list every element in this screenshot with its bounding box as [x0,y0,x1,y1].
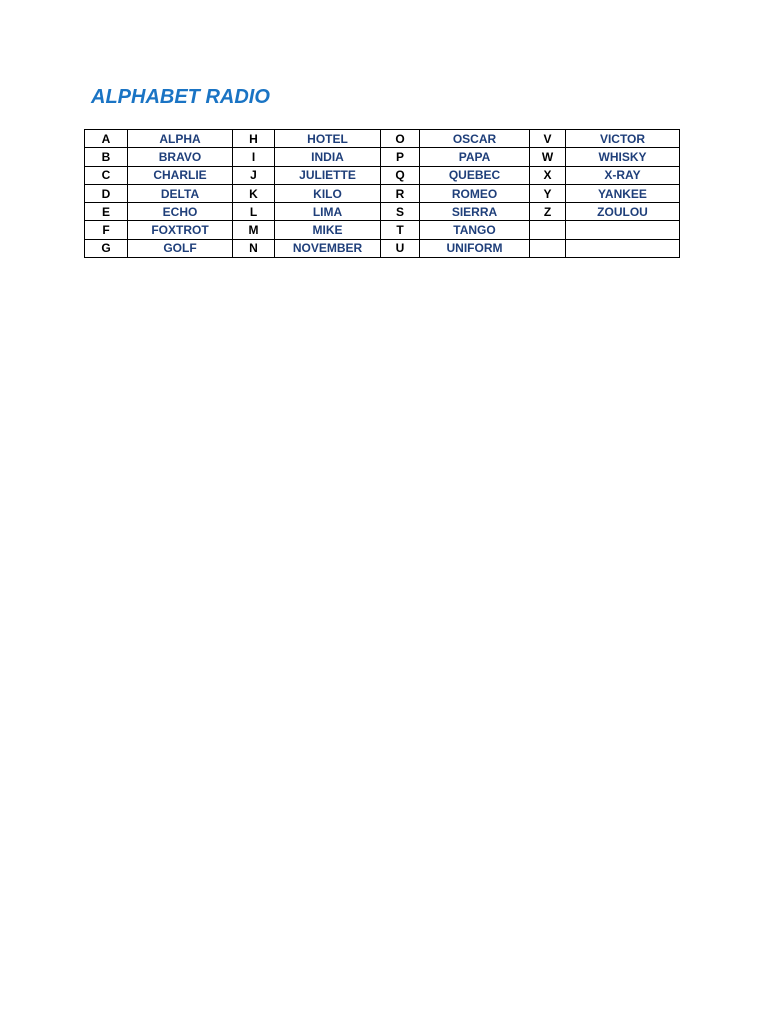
table-row [85,184,680,202]
letter-cell: M [233,221,275,239]
code-word-cell: WHISKY [566,148,680,166]
letter-cell: Z [530,203,566,221]
table-row [85,221,680,239]
code-word-cell: CHARLIE [128,166,233,184]
code-word-cell: MIKE [275,221,381,239]
code-word-cell: TANGO [420,221,530,239]
letter-cell: W [530,148,566,166]
letter-cell: F [85,221,128,239]
letter-cell: I [233,148,275,166]
letter-cell: B [85,148,128,166]
code-word-cell: ROMEO [420,184,530,202]
code-word-cell: ALPHA [128,130,233,148]
code-word-cell: GOLF [128,239,233,257]
code-word-cell: SIERRA [420,203,530,221]
code-word-cell: JULIETTE [275,166,381,184]
table-row [85,148,680,166]
letter-cell: O [381,130,420,148]
letter-cell: C [85,166,128,184]
letter-cell: V [530,130,566,148]
code-word-cell: DELTA [128,184,233,202]
letter-cell: S [381,203,420,221]
code-word-cell: FOXTROT [128,221,233,239]
code-word-cell: KILO [275,184,381,202]
table-row [85,166,680,184]
code-word-cell: PAPA [420,148,530,166]
letter-cell [530,221,566,239]
code-word-cell: INDIA [275,148,381,166]
letter-cell: D [85,184,128,202]
letter-cell: E [85,203,128,221]
code-word-cell: VICTOR [566,130,680,148]
letter-cell: P [381,148,420,166]
table-row [85,203,680,221]
code-word-cell: ZOULOU [566,203,680,221]
code-word-cell: YANKEE [566,184,680,202]
letter-cell: G [85,239,128,257]
table-row [85,239,680,257]
code-word-cell: NOVEMBER [275,239,381,257]
letter-cell: Y [530,184,566,202]
letter-cell: L [233,203,275,221]
page-title: ALPHABET RADIO [91,86,270,108]
code-word-cell: HOTEL [275,130,381,148]
code-word-cell: UNIFORM [420,239,530,257]
letter-cell: X [530,166,566,184]
letter-cell: T [381,221,420,239]
code-word-cell: BRAVO [128,148,233,166]
letter-cell: H [233,130,275,148]
code-word-cell: QUEBEC [420,166,530,184]
code-word-cell [566,221,680,239]
letter-cell: R [381,184,420,202]
letter-cell [530,239,566,257]
code-word-cell: ECHO [128,203,233,221]
phonetic-alphabet-table [84,129,680,258]
code-word-cell: X-RAY [566,166,680,184]
code-word-cell [566,239,680,257]
letter-cell: U [381,239,420,257]
table-row [85,130,680,148]
code-word-cell: LIMA [275,203,381,221]
letter-cell: A [85,130,128,148]
table-body [85,130,680,258]
letter-cell: N [233,239,275,257]
letter-cell: J [233,166,275,184]
letter-cell: Q [381,166,420,184]
code-word-cell: OSCAR [420,130,530,148]
letter-cell: K [233,184,275,202]
